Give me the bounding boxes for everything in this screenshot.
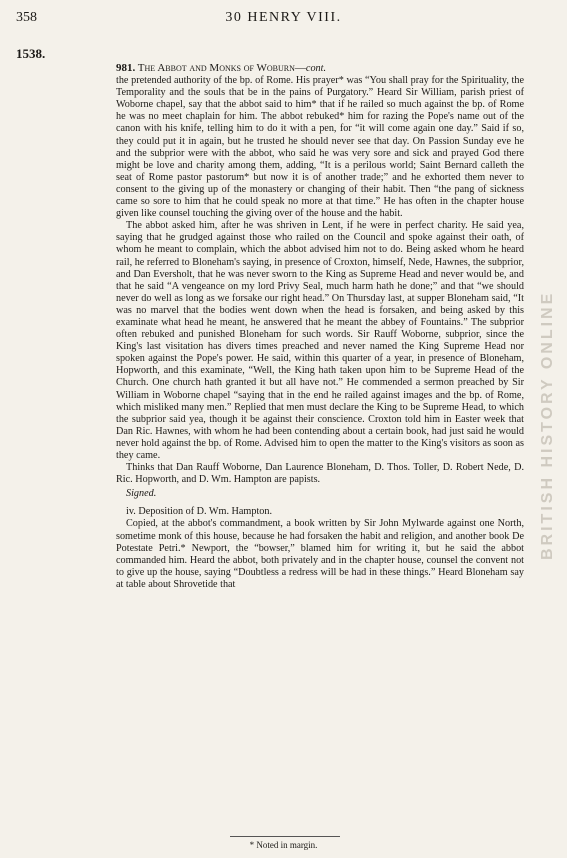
- entry-title: The Abbot and Monks of Woburn—: [137, 62, 306, 74]
- paragraph-1: the pretended authority of the bp. of Rome. His prayer* was “You shall pray for the Spirituality, the Temporality and the souls that be in the pains of Purgatory.” Heard Sir William, parish priest of Woborne chapel, say that the abbot said to him* that if he railed so much against the bp. of Rome he was no meet chaplain for him. The abbot rebuked* him for razing the Pope's name out of the canon with his knife, telling him to do it with a pen, for “it will come again one day.” Said if so, they could put it in again, but he trusted he should never see that day. On Passion Sunday eve he and the subprior were with the abbot, who said he was very sore and sick and prayed God there might be love and charity among them, adding, “It is a perilous world; Saint Bernard calleth the seat of Rome pastor pastorum* but now it is of another trade;” and he exhorted them never to consent to the giving up of the monastery or changing of their habit. Then “the pang of sickness came so sore to him that he could speak no more at that time.” He has often in the chapter house given like counsel touching the giving over of the house and the habit.: [116, 75, 524, 220]
- paragraph-3: Thinks that Dan Rauff Woborne, Dan Laurence Bloneham, D. Thos. Toller, D. Robert Nede, D. Ric. Hopworth, and D. Wm. Hampton are papists.: [116, 462, 524, 486]
- deposition-text: Copied, at the abbot's commandment, a book written by Sir John Mylwarde against one North, sometime monk of this house, because he had forsaken the habit and religion, and another book De Potestate Petri.* Newport, the “bowser,” blamed him for writing it, but he said the abbot commanded him. Heard the abbot, both privately and in the chapter house, counsel the convent not to give up the house, saying “Doubtless a redress will be had in these things.” Heard Bloneham say at table about Shrovetide that: [116, 518, 524, 590]
- signed-note: Signed.: [126, 488, 157, 500]
- watermark: BRITISH HISTORY ONLINE: [539, 290, 556, 560]
- footnote-rule: [230, 836, 340, 837]
- page-number: 358: [16, 10, 37, 25]
- year-marker: 1538.: [16, 46, 46, 61]
- entry-continued: cont.: [305, 63, 327, 74]
- document-body: [116, 62, 524, 591]
- paragraph-2: The abbot asked him, after he was shriven in Lent, if he were in perfect charity. He said yea, saying that he grudged against those who railed on the Council and spoke against their oath, of whom he meant to complain, which the abbot advised him not to do. Being asked whom he heard rail, he referred to Bloneham's saying, in presence of Croxton, himself, Nede, Hawnes, the subprior, and Dan Eversholt, that he was never sworn to the King as Supreme Head and never would be, and that he said “A vengeance on my lord Privy Seal, much harm hath he done;” and that “we should never do well as long as we forsake our right head.” On Thursday last, at supper Bloneham said, “It was no marvel that the bodies went down when the head is forsaken, and being asked by this examinate what head he meant, he answered that he meant the abbey of Fountains.” The subprior often rebuked and punished Bloneham for such words. Sir Rauff Woborne, subprior, since the King's last visitation has divers times preached and never named the King Supreme Head nor spoken against the Pope's power. He said, within this quarter of a year, in presence of Bloneham, Hopworth, and this examinate, “Well, the King hath taken upon him to be Supreme Head of the Church. One church hath granted it but all have not.” He commended a sermon preached by Sir William in Woborne chapel “saying that in the end he railed against images and the bp. of Rome, which misliked many men.” Replied that men must declare the King to be Supreme Head, to which the subprior said yea, though it be against their conscience. Croxton told him in Easter week that Dan Ric. Hawnes, with whom he had been contending about a certain book, had just said he would never hold against the bp. of Rome. Advised him to open the matter to the King's visitors as soon as they came.: [116, 220, 524, 461]
- footnote: * Noted in margin.: [249, 840, 318, 850]
- running-title: 30 HENRY VIII.: [225, 10, 342, 25]
- entry-heading: [116, 62, 524, 75]
- deposition-heading: iv. Deposition of D. Wm. Hampton.: [126, 506, 273, 518]
- entry-number: 981.: [116, 62, 136, 74]
